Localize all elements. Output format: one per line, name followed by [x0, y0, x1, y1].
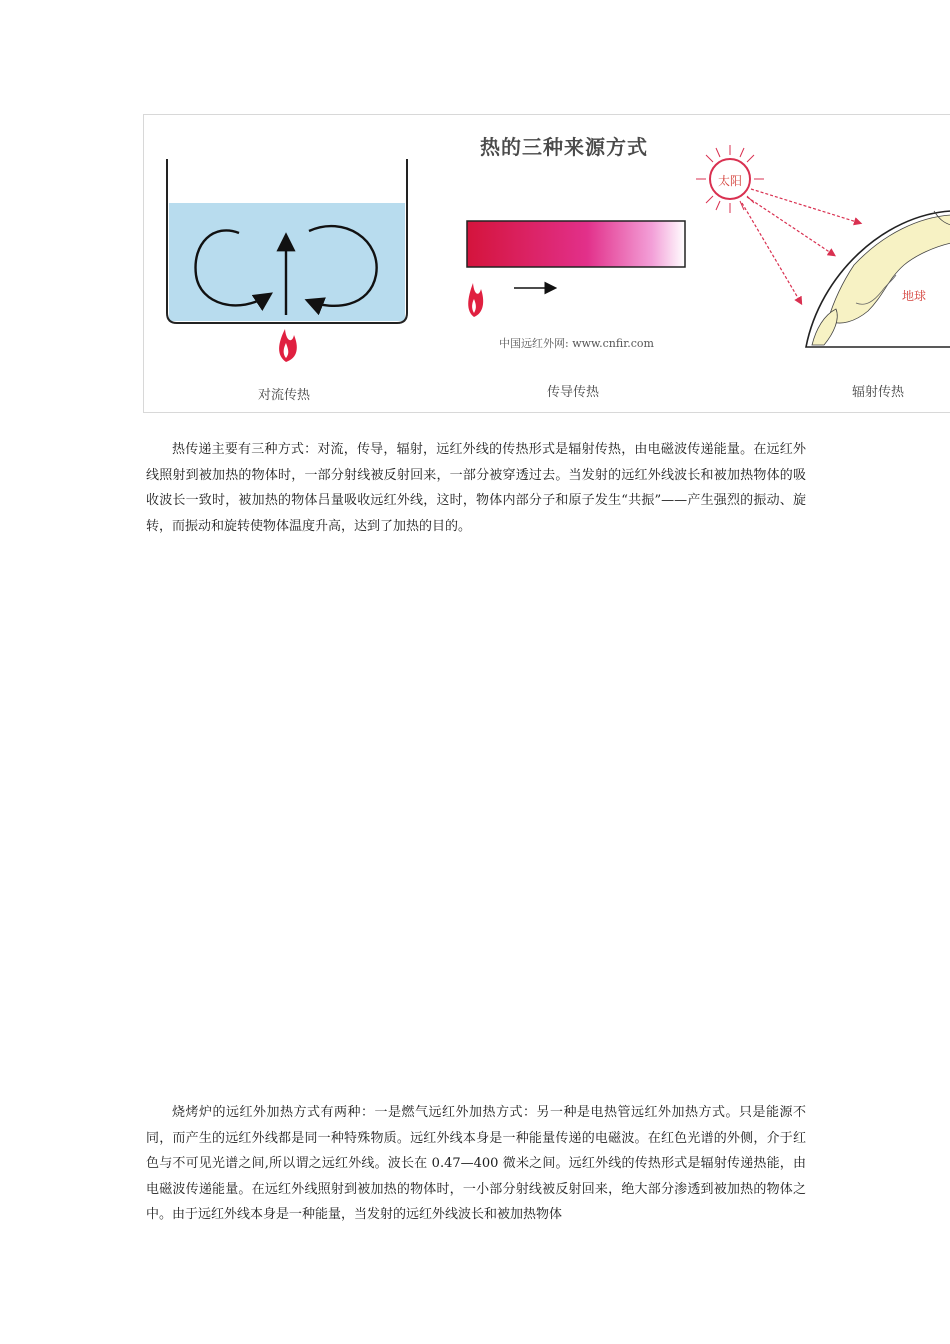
heat-transfer-figure	[143, 114, 950, 413]
earth-label: 地球	[902, 289, 927, 303]
sun-label: 太阳	[718, 174, 743, 188]
flame-icon	[468, 283, 483, 317]
paragraph-grill-heating: 烧烤炉的远红外加热方式有两种：一是燃气远红外加热方式：另一种是电热管远红外加热方式。只是能源不同，而产生的远红外线都是同一种特殊物质。远红外线本身是一种能量传递的电磁波。在红色光谱的外侧，介于红色与不可见光谱之间,所以谓之远红外线。波长在 0.47—400 微米之间。远红外线的传热形式是辐射传递热能，由电磁波传递能量。在远红外线照射到被加热的物体时，一小部分射线被反射回来，绝大部分渗透到被加热的物体之中。由于远红外线本身是一种能量，当发射的远红外线波长和被加热物体	[146, 1105, 806, 1222]
convection-diagram	[167, 159, 407, 362]
flame-icon	[279, 329, 297, 362]
heated-bar	[467, 221, 685, 267]
earth-icon	[806, 211, 950, 347]
paragraph-heat-transfer: 热传递主要有三种方式：对流，传导，辐射，远红外线的传热形式是辐射传热，由电磁波传递能量。在远红外线照射到被加热的物体时，一部分射线被反射回来，一部分被穿透过去。当发射的远红外线波长和被加热物体的吸收波长一致时，被加热的物体吕量吸收远红外线，这时，物体内部分子和原子发生“共振”——产生强烈的振动、旋转，而振动和旋转使物体温度升高，达到了加热的目的。	[146, 442, 806, 534]
caption-conduction: 传导传热	[547, 385, 600, 400]
figure-title: 热的三种来源方式	[480, 135, 648, 159]
caption-radiation: 辐射传热	[852, 385, 905, 400]
caption-convection: 对流传热	[258, 388, 311, 403]
watermark: 中国远红外网: www.cnfir.com	[499, 337, 654, 350]
conduction-diagram	[467, 221, 685, 317]
